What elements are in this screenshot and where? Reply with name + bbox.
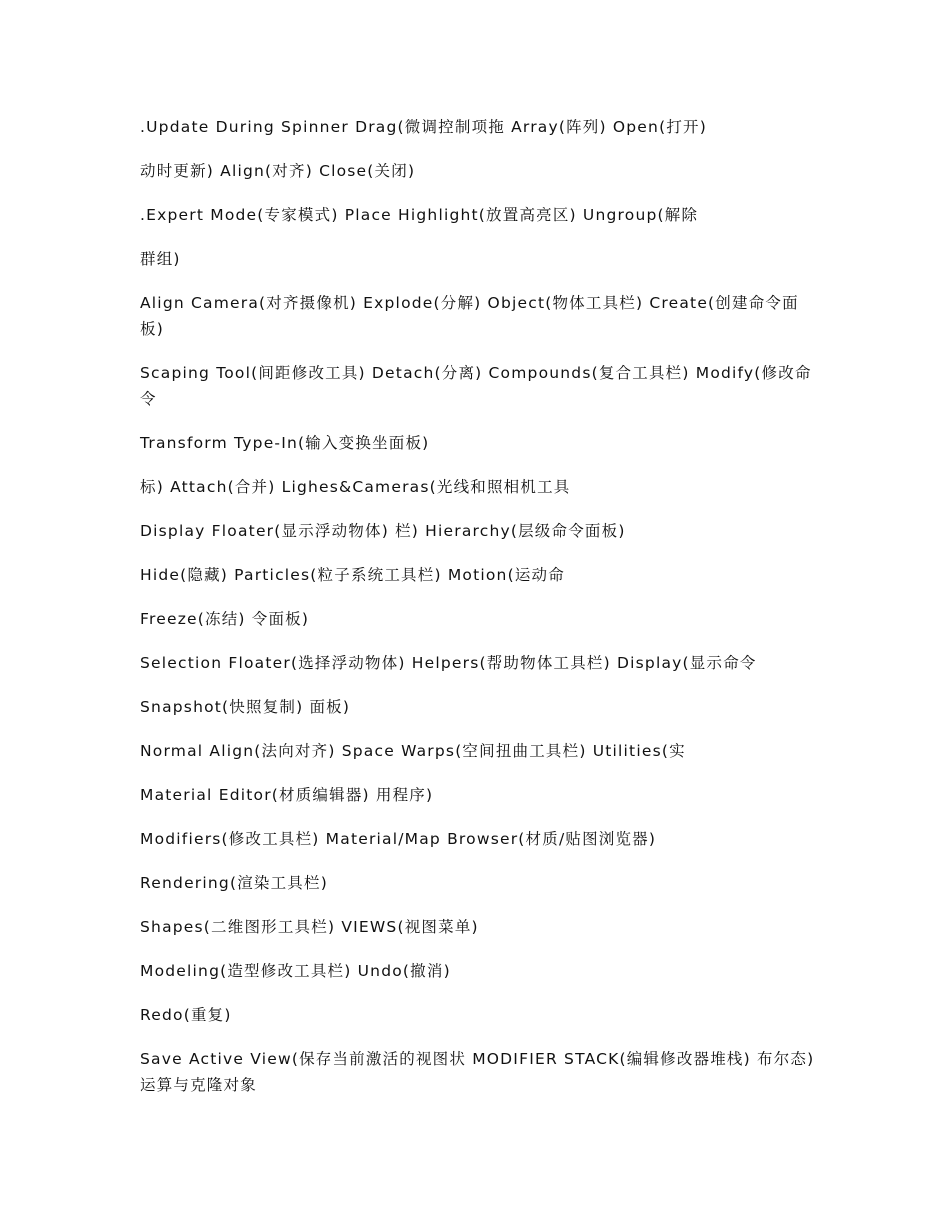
paragraph-2: 动时更新) Align(对齐) Close(关闭) [140,162,416,180]
paragraph-10: Hide(隐藏) Particles(粒子系统工具栏) Motion(运动命 [140,566,565,584]
paragraph-7: Transform Type-In(输入变换坐面板) [140,434,430,452]
paragraph-14: Normal Align(法向对齐) Space Warps(空间扭曲工具栏) Utilities(实 [140,742,686,760]
paragraph-4: 群组) [140,250,181,268]
paragraph-12: Selection Floater(选择浮动物体) Helpers(帮助物体工具栏) Display(显示命令 [140,654,757,672]
paragraph-18: Shapes(二维图形工具栏) VIEWS(视图菜单) [140,918,479,936]
paragraph-3: .Expert Mode(专家模式) Place Highlight(放置高亮区) Ungroup(解除 [140,206,699,224]
paragraph-9: Display Floater(显示浮动物体) 栏) Hierarchy(层级命令面板) [140,522,626,540]
paragraph-11: Freeze(冻结) 令面板) [140,610,310,628]
paragraph-5: Align Camera(对齐摄像机) Explode(分解) Object(物体工具栏) Create(创建命令面板) [140,294,799,338]
paragraph-20: Redo(重复) [140,1006,232,1024]
paragraph-21: Save Active View(保存当前激活的视图状 MODIFIER STACK(编辑修改器堆栈) 布尔态) 运算与克隆对象 [140,1050,815,1094]
paragraph-15: Material Editor(材质编辑器) 用程序) [140,786,434,804]
paragraph-16: Modifiers(修改工具栏) Material/Map Browser(材质/贴图浏览器) [140,830,657,848]
paragraph-8: 标) Attach(合并) Lighes&Cameras(光线和照相机工具 [140,478,571,496]
paragraph-6: Scaping Tool(间距修改工具) Detach(分离) Compounds(复合工具栏) Modify(修改命令 [140,364,812,408]
paragraph-1: .Update During Spinner Drag(微调控制项拖 Array(阵列) Open(打开) [140,118,707,136]
paragraph-13: Snapshot(快照复制) 面板) [140,698,351,716]
paragraph-17: Rendering(渲染工具栏) [140,874,328,892]
paragraph-19: Modeling(造型修改工具栏) Undo(撤消) [140,962,451,980]
document-page [140,114,820,1116]
